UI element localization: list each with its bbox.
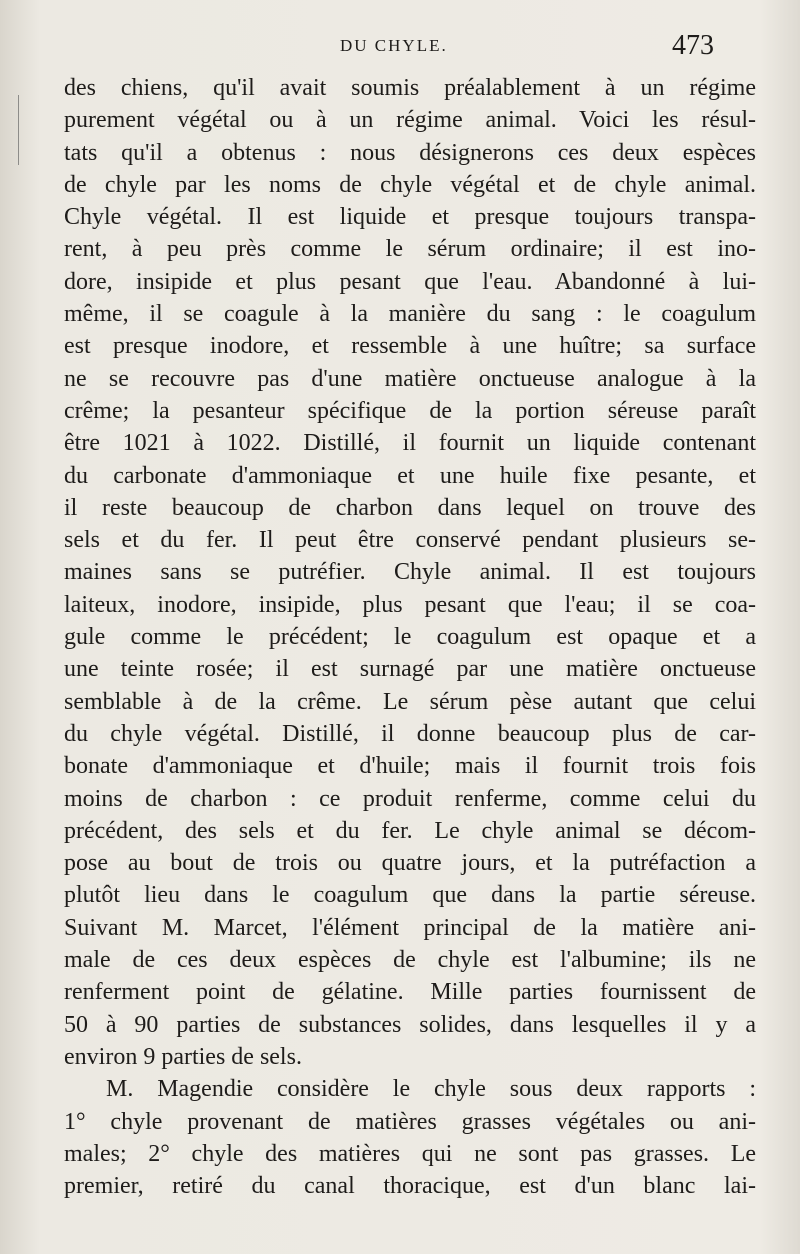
text-line: laiteux, inodore, insipide, plus pesant que l'eau; il se coa- xyxy=(64,591,756,618)
text-line: pose au bout de trois ou quatre jours, et la putréfaction a xyxy=(64,850,756,877)
text-line: Chyle végétal. Il est liquide et presque toujours transpa- xyxy=(64,204,756,231)
text-line: Suivant M. Marcet, l'élément principal de la matière ani- xyxy=(64,914,756,941)
text-line: du carbonate d'ammoniaque et une huile fixe pesante, et xyxy=(64,462,756,489)
text-line: M. Magendie considère le chyle sous deux rapports : xyxy=(106,1076,756,1103)
text-line: une teinte rosée; il est surnagé par une matière onctueuse xyxy=(64,656,756,683)
margin-mark xyxy=(18,95,19,165)
text-line: dore, insipide et plus pesant que l'eau. Abandonné à lui- xyxy=(64,268,756,295)
text-line: premier, retiré du canal thoracique, est d'un blanc lai- xyxy=(64,1173,756,1200)
text-line: sels et du fer. Il peut être conservé pendant plusieurs se- xyxy=(64,527,756,554)
text-line: environ 9 parties de sels. xyxy=(64,1043,302,1070)
text-line: gule comme le précédent; le coagulum est opaque et a xyxy=(64,624,756,651)
text-line: précédent, des sels et du fer. Le chyle animal se décom- xyxy=(64,817,756,844)
body-text xyxy=(64,72,756,1202)
text-line: crême; la pesanteur spécifique de la portion séreuse paraît xyxy=(64,397,756,424)
text-line: du chyle végétal. Distillé, il donne beaucoup plus de car- xyxy=(64,720,756,747)
text-line: male de ces deux espèces de chyle est l'albumine; ils ne xyxy=(64,947,756,974)
text-line: 50 à 90 parties de substances solides, dans lesquelles il y a xyxy=(64,1011,756,1038)
text-line: purement végétal ou à un régime animal. Voici les résul- xyxy=(64,107,756,134)
text-line: de chyle par les noms de chyle végétal et de chyle animal. xyxy=(64,171,756,198)
text-line: des chiens, qu'il avait soumis préalablement à un régime xyxy=(64,75,756,101)
paragraph xyxy=(64,1073,756,1202)
text-line: bonate d'ammoniaque et d'huile; mais il fournit trois fois xyxy=(64,753,756,780)
text-line: ne se recouvre pas d'une matière onctueuse analogue à la xyxy=(64,365,756,392)
text-line: semblable à de la crême. Le sérum pèse autant que celui xyxy=(64,688,756,715)
running-head: DU CHYLE. xyxy=(340,36,448,55)
text-line: plutôt lieu dans le coagulum que dans la partie séreuse. xyxy=(64,882,756,909)
text-line: être 1021 à 1022. Distillé, il fournit un liquide contenant xyxy=(64,430,756,457)
page-header xyxy=(0,30,800,64)
text-line: 1° chyle provenant de matières grasses végétales ou ani- xyxy=(64,1108,756,1135)
text-line: il reste beaucoup de charbon dans lequel on trouve des xyxy=(64,494,756,521)
text-line: tats qu'il a obtenus : nous désignerons ces deux espèces xyxy=(64,139,756,166)
text-line: rent, à peu près comme le sérum ordinaire; il est ino- xyxy=(64,236,756,263)
paragraph xyxy=(64,72,756,1073)
text-line: même, il se coagule à la manière du sang : le coagulum xyxy=(64,301,756,328)
text-line: maines sans se putréfier. Chyle animal. Il est toujours xyxy=(64,559,756,586)
page-number: 473 xyxy=(672,30,714,61)
text-line: males; 2° chyle des matières qui ne sont pas grasses. Le xyxy=(64,1140,756,1167)
text-line: est presque inodore, et ressemble à une huître; sa surface xyxy=(64,333,756,360)
text-line: renferment point de gélatine. Mille parties fournissent de xyxy=(64,979,756,1006)
text-line: moins de charbon : ce produit renferme, comme celui du xyxy=(64,785,756,812)
